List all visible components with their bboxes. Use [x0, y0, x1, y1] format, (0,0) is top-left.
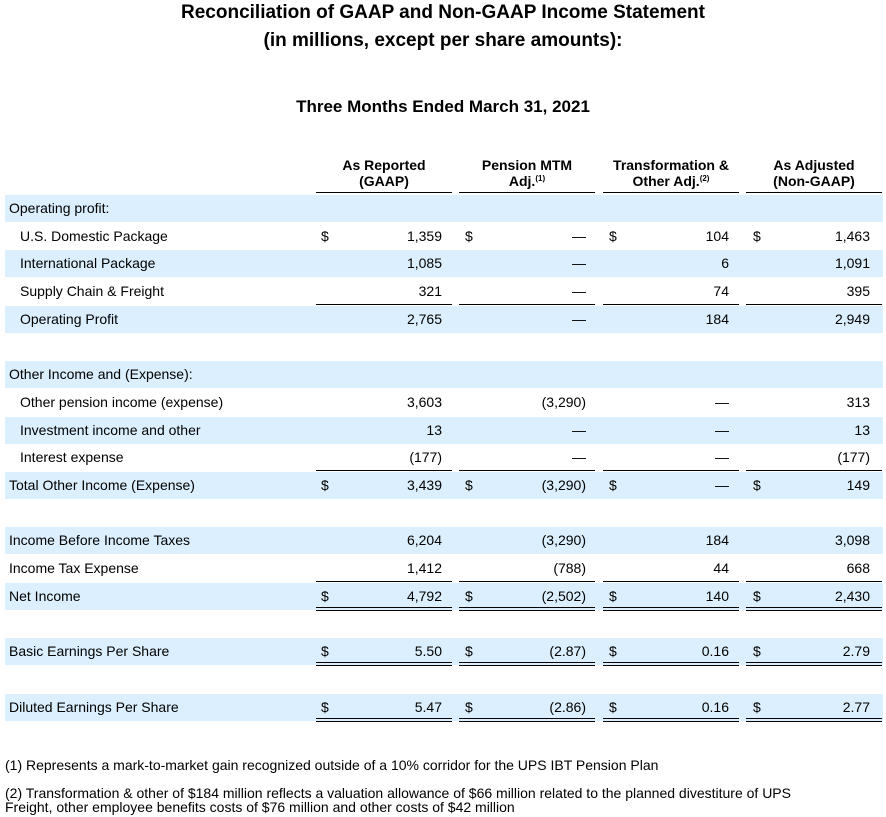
row-label: Supply Chain & Freight	[20, 283, 164, 300]
value-cell: 44	[713, 560, 729, 577]
value-cell: 149	[846, 477, 870, 493]
value-cell: (788)	[553, 560, 586, 577]
table-row	[5, 250, 883, 277]
dollar-sign: $	[321, 227, 329, 244]
value-cell: (2,502)	[541, 587, 586, 604]
table-row	[5, 694, 883, 721]
section-header-row	[5, 361, 883, 388]
column-header-line2: Adj.$^{(1)}$	[508, 173, 546, 189]
column-header-line1: As Adjusted	[773, 157, 855, 173]
double-underline	[746, 718, 882, 722]
table-row	[5, 278, 883, 305]
double-underline	[459, 662, 595, 666]
section-header-row	[5, 195, 883, 222]
double-underline	[603, 662, 739, 666]
header-underline	[603, 192, 739, 193]
value-cell: 0.16	[701, 698, 729, 715]
value-cell: 184	[705, 310, 729, 327]
double-underline	[459, 718, 595, 722]
value-cell: —	[715, 477, 729, 493]
column-header-line1: As Reported	[342, 157, 426, 173]
table-row	[5, 444, 883, 471]
row-label: Operating Profit	[20, 310, 119, 327]
dollar-sign: $	[609, 227, 617, 244]
double-underline	[603, 718, 739, 722]
row-label: Basic Earnings Per Share	[9, 643, 170, 660]
double-underline	[316, 718, 452, 722]
value-cell: 6,204	[406, 532, 442, 549]
dollar-sign: $	[753, 698, 761, 715]
value-cell: 1,463	[834, 227, 870, 244]
column-header-line2: (Non-GAAP)	[773, 173, 855, 189]
table-row	[5, 638, 883, 665]
row-label: Income Before Income Taxes	[9, 532, 191, 549]
value-cell: 3,439	[406, 477, 442, 493]
value-cell: —	[572, 227, 586, 244]
row-label: Investment income and other	[20, 421, 201, 438]
row-label: Other Income and (Expense):	[9, 366, 193, 383]
dollar-sign: $	[753, 227, 761, 244]
value-cell: 313	[846, 393, 870, 410]
column-header-pension-mtm	[459, 157, 595, 189]
value-cell: 1,085	[406, 255, 442, 272]
footnote-1: (1) Represents a mark-to-market gain recognized outside of a 10% corridor for the UPS IBT Pension Plan	[5, 757, 659, 773]
value-cell: (3,290)	[541, 477, 586, 493]
value-cell: —	[572, 283, 586, 300]
table-row	[5, 306, 883, 333]
value-cell: —	[572, 421, 586, 438]
row-label: U.S. Domestic Package	[20, 227, 168, 244]
value-cell: 140	[705, 587, 729, 604]
value-cell: —	[572, 310, 586, 327]
row-label: Interest expense	[20, 449, 124, 466]
footnote-2-line-1: (2) Transformation & other of $184 million reflects a valuation allowance of $66 million related to the planned divestiture of UPS	[5, 785, 791, 801]
title-line-1: Reconciliation of GAAP and Non-GAAP Income Statement	[181, 2, 705, 23]
column-header-line2: (GAAP)	[359, 173, 409, 189]
row-label: Diluted Earnings Per Share	[9, 698, 179, 715]
value-cell: (3,290)	[541, 532, 586, 549]
double-underline	[746, 662, 882, 666]
column-header-line1: Pension MTM	[481, 157, 573, 173]
table-row	[5, 389, 883, 416]
value-cell: 5.50	[414, 643, 442, 660]
dollar-sign: $	[321, 698, 329, 715]
value-cell: 321	[418, 283, 442, 300]
value-cell: 104	[705, 227, 729, 244]
row-label: Other pension income (expense)	[20, 393, 224, 410]
dollar-sign: $	[753, 477, 761, 493]
value-cell: 668	[846, 560, 870, 577]
value-cell: 0.16	[701, 643, 729, 660]
value-cell: 3,098	[834, 532, 870, 549]
value-cell: —	[715, 421, 729, 438]
dollar-sign: $	[321, 643, 329, 660]
value-cell: 3,603	[406, 393, 442, 410]
row-label: International Package	[20, 255, 156, 272]
table-row	[5, 555, 883, 582]
column-header-line1: Transformation &	[613, 157, 729, 173]
dollar-sign: $	[465, 587, 473, 604]
column-header-as-reported	[316, 157, 452, 189]
table-row	[5, 417, 883, 444]
value-cell: 13	[854, 421, 870, 438]
dollar-sign: $	[465, 227, 473, 244]
value-cell: 184	[705, 532, 729, 549]
dollar-sign: $	[609, 643, 617, 660]
period-heading: Three Months Ended March 31, 2021	[296, 97, 590, 116]
footnote-ref-2: (2)	[699, 174, 710, 183]
double-underline	[603, 607, 739, 611]
value-cell: 6	[721, 255, 729, 272]
value-cell: 1,359	[406, 227, 442, 244]
double-underline	[746, 607, 882, 611]
double-underline	[459, 607, 595, 611]
value-cell: (177)	[409, 449, 442, 466]
header-underline	[459, 192, 595, 193]
dollar-sign: $	[465, 698, 473, 715]
value-cell: 74	[713, 283, 729, 300]
header-underline	[316, 192, 452, 193]
value-cell: 2,765	[406, 310, 442, 327]
value-cell: —	[715, 393, 729, 410]
value-cell: —	[572, 255, 586, 272]
value-cell: 2.77	[842, 698, 870, 715]
table-row	[5, 223, 883, 250]
value-cell: 2,949	[834, 310, 870, 327]
value-cell: (3,290)	[541, 393, 586, 410]
dollar-sign: $	[609, 477, 617, 493]
value-cell: 395	[846, 283, 870, 300]
value-cell: 2,430	[834, 587, 870, 604]
table-row	[5, 527, 883, 554]
value-cell: 5.47	[414, 698, 442, 715]
value-cell: (2.86)	[549, 698, 586, 715]
column-header-as-adjusted	[746, 157, 882, 189]
dollar-sign: $	[753, 587, 761, 604]
value-cell: 1,412	[406, 560, 442, 577]
dollar-sign: $	[609, 587, 617, 604]
dollar-sign: $	[321, 587, 329, 604]
title-line-2: (in millions, except per share amounts):	[263, 30, 623, 51]
value-cell: (2.87)	[549, 643, 586, 660]
double-underline	[316, 607, 452, 611]
table-row	[5, 472, 883, 499]
header-underline	[746, 192, 882, 193]
row-label: Income Tax Expense	[9, 560, 139, 577]
row-label: Operating profit:	[9, 200, 110, 216]
row-label: Net Income	[9, 587, 81, 604]
column-header-line2: Other Adj.$^{(2)}$	[632, 173, 710, 189]
value-cell: 4,792	[406, 587, 442, 604]
footnote-2-line-2: Freight, other employee benefits costs of $76 million and other costs of $42 million	[5, 799, 515, 815]
table-row	[5, 583, 883, 610]
value-cell: —	[715, 449, 729, 466]
value-cell: 1,091	[834, 255, 870, 272]
dollar-sign: $	[753, 643, 761, 660]
value-cell: (177)	[837, 449, 870, 466]
dollar-sign: $	[465, 477, 473, 493]
value-cell: 13	[426, 421, 442, 438]
dollar-sign: $	[609, 698, 617, 715]
double-underline	[316, 662, 452, 666]
footnote-ref-1: (1)	[535, 174, 546, 183]
dollar-sign: $	[465, 643, 473, 660]
dollar-sign: $	[321, 477, 329, 493]
column-header-transformation	[603, 157, 739, 189]
row-label: Total Other Income (Expense)	[9, 477, 195, 493]
value-cell: —	[572, 449, 586, 466]
value-cell: 2.79	[842, 643, 870, 660]
